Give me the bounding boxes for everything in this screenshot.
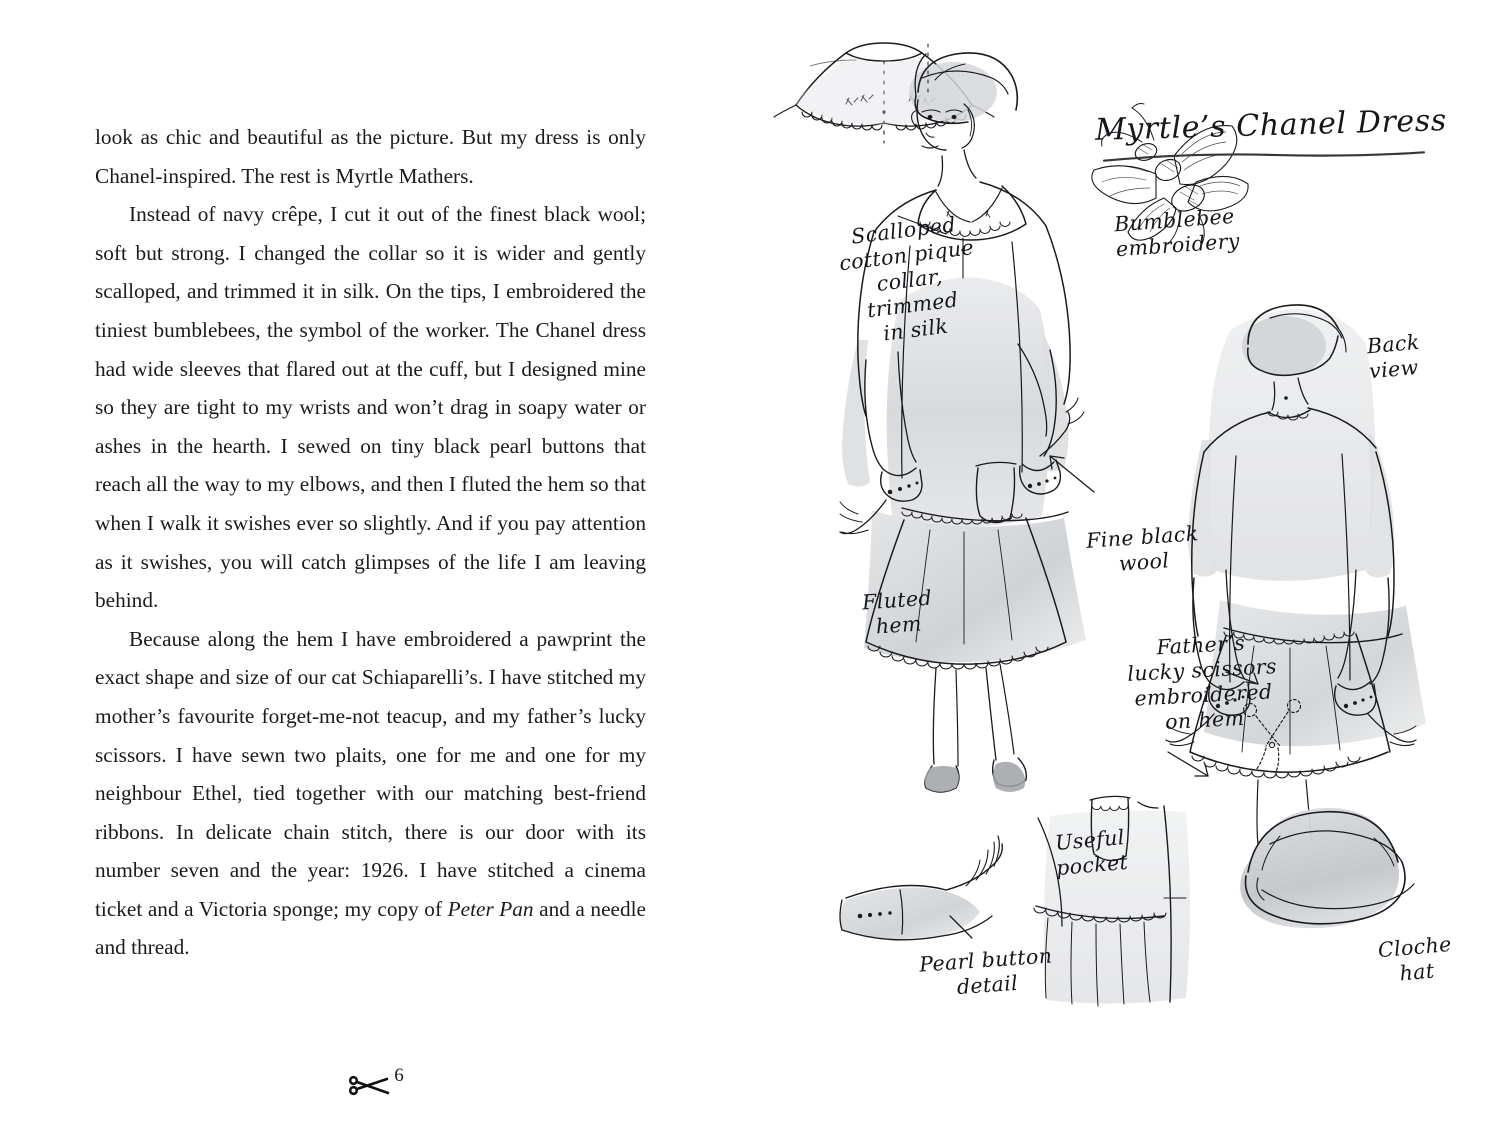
right-illustration-page	[750, 0, 1500, 1143]
back-view-figure-sketch	[1166, 305, 1426, 844]
front-view-figure-sketch	[840, 53, 1086, 792]
paragraph-3-text-b: and a needle and thread.	[95, 896, 647, 960]
label-fluted-hem: Fluted hem	[861, 585, 933, 639]
leader-scissors-motif	[1168, 752, 1208, 776]
pearl-button-sleeve-sketch	[840, 836, 1003, 940]
label-scalloped-collar: Scalloped cotton pique collar, trimmed in silk	[837, 212, 976, 346]
label-pearl-button-detail: Pearl button detail	[918, 943, 1054, 1000]
label-cloche-hat: Cloche hat	[1376, 931, 1453, 986]
cloche-hat-sketch	[1240, 808, 1414, 928]
paragraph-2	[95, 195, 646, 620]
illustration-title: Myrtle’s Chanel Dress	[1094, 103, 1448, 148]
paragraph-3	[95, 620, 646, 967]
page-number: 6	[394, 1065, 404, 1086]
paragraph-1-text: look as chic and beautiful as the picture. But my dress is only Chanel-inspired. The rest is Myrtle Mathers.	[95, 125, 646, 188]
label-useful-pocket: Useful pocket	[1054, 825, 1130, 881]
paragraph-2-text: Instead of navy crêpe, I cut it out of the finest black wool; soft but strong. I changed the collar so it is wider and gently scalloped, and trimmed it in silk. On the tips, I embroidered the tiniest bumblebees, the symbol of the worker. The Chanel dress had wide sleeves that flared out at the cuff, but I designed mine so they are tight to my wrists and won’t drag in soapy water or ashes in the hearth. I sewed on tiny black pearl buttons that reach all the way to my elbows, and then I fluted the hem so that when I walk it swishes ever so slightly. And if you pay attention as it swishes, you will catch glimpses of the life I am leaving behind.	[95, 202, 646, 613]
book-title-peter-pan: Peter Pan	[447, 896, 534, 921]
paragraph-1	[95, 118, 646, 195]
label-back-view: Back view	[1365, 329, 1421, 384]
folio	[0, 1065, 750, 1103]
scissors-icon	[346, 1069, 392, 1103]
label-fine-black-wool: Fine black wool	[1085, 521, 1200, 576]
paragraph-3-text-a: Because along the hem I have embroidered a pawprint the exact shape and size of our cat Schiaparelli’s. I have stitched my mother’s favourite forget-me-not teacup, and my father’s lucky scissors. I have sewn two plaits, one for me and one for my neighbour Ethel, tied together with our matching best-friend ribbons. In delicate chain stitch, there is our door with its number seven and the year: 1926. I have stitched a cinema ticket and a Victoria sponge; my copy of	[95, 626, 646, 921]
illustration-stage	[750, 0, 1500, 1143]
label-lucky-scissors: Father’s lucky scissors embroidered on hem	[1126, 630, 1278, 735]
body-text-column	[95, 118, 646, 967]
label-bumblebee-embroidery: Bumblebee embroidery	[1113, 203, 1241, 262]
